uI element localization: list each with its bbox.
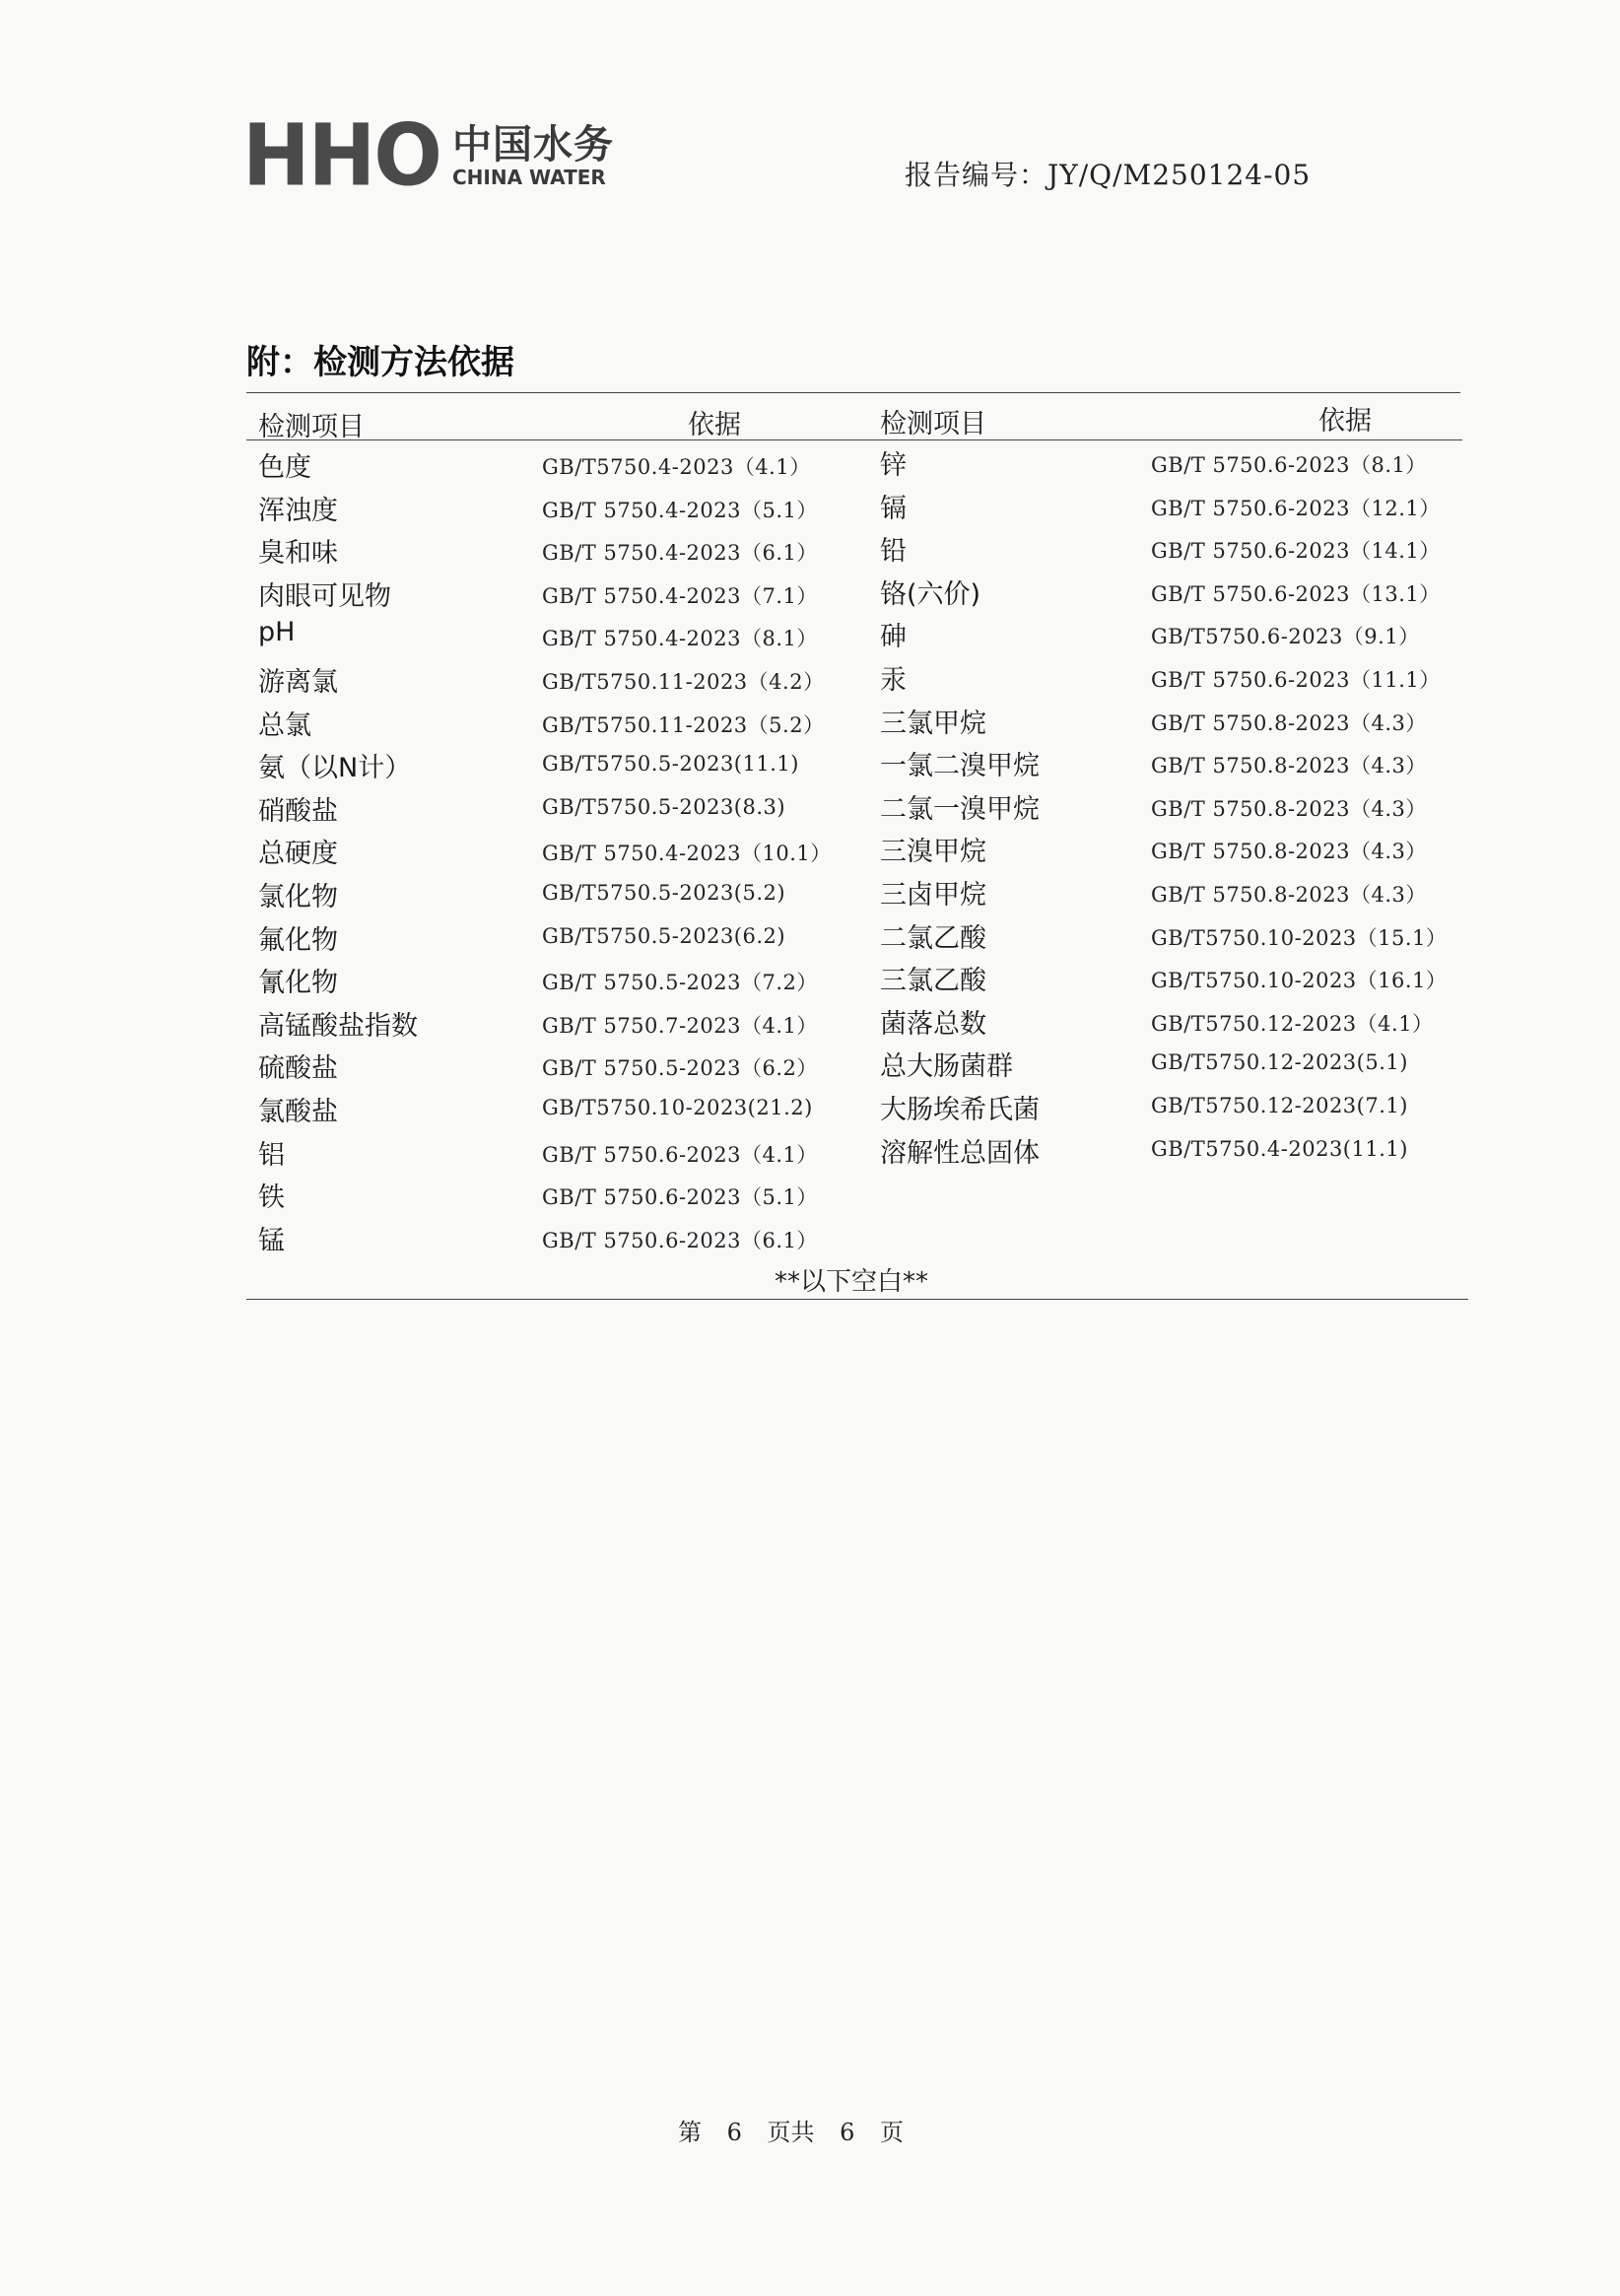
test-item: 氯酸盐 (258, 1096, 338, 1127)
test-item: 汞 (880, 664, 907, 696)
test-item: 氨（以N计） (258, 753, 412, 784)
logo-english-name: CHINA WATER (451, 166, 606, 189)
test-item: 大肠埃希氏菌 (880, 1094, 1040, 1125)
company-logo (242, 106, 614, 206)
test-item: 锌 (880, 450, 907, 481)
test-item: 二氯乙酸 (880, 922, 986, 954)
method-basis: GB/T5750.12-2023（4.1） (1151, 1011, 1434, 1036)
method-basis: GB/T 5750.6-2023（5.1） (542, 1185, 818, 1210)
test-item: 总氯 (258, 709, 311, 741)
test-item: 高锰酸盐指数 (258, 1010, 418, 1042)
logo-mark: HHO (242, 106, 440, 206)
column-header-item-right: 检测项目 (880, 409, 986, 439)
method-basis: GB/T 5750.4-2023（8.1） (542, 627, 818, 651)
method-basis: GB/T 5750.6-2023（14.1） (1151, 539, 1441, 564)
section-title: 附：检测方法依据 (246, 343, 514, 382)
method-basis: GB/T 5750.8-2023（4.3） (1151, 882, 1427, 907)
method-basis: GB/T 5750.6-2023（11.1） (1151, 667, 1441, 692)
test-item: 溶解性总固体 (880, 1137, 1040, 1169)
method-basis: GB/T5750.4-2023（4.1） (542, 455, 811, 479)
method-basis: GB/T5750.12-2023(7.1) (1151, 1093, 1408, 1117)
test-item: 三卤甲烷 (880, 879, 986, 911)
test-item: 肉眼可见物 (258, 580, 391, 612)
table-header-rule (246, 439, 1462, 440)
test-item: 铝 (258, 1139, 285, 1171)
method-basis: GB/T 5750.7-2023（4.1） (542, 1013, 818, 1038)
method-basis: GB/T5750.6-2023（9.1） (1151, 625, 1420, 649)
test-item: 三氯甲烷 (880, 708, 986, 739)
table-bottom-rule (246, 1299, 1468, 1300)
method-basis: GB/T5750.10-2023（15.1） (1151, 925, 1448, 950)
method-basis: GB/T 5750.6-2023（12.1） (1151, 496, 1441, 520)
method-basis: GB/T 5750.8-2023（4.3） (1151, 754, 1427, 778)
method-basis: GB/T 5750.4-2023（5.1） (542, 498, 818, 522)
method-basis: GB/T 5750.6-2023（4.1） (542, 1142, 818, 1167)
test-item: 硫酸盐 (258, 1053, 338, 1085)
method-basis: GB/T 5750.4-2023（10.1） (542, 842, 832, 866)
method-basis: GB/T 5750.4-2023（6.1） (542, 541, 818, 566)
method-basis: GB/T5750.11-2023（4.2） (542, 669, 825, 694)
method-basis: GB/T5750.11-2023（5.2） (542, 712, 825, 737)
test-item: pH (258, 617, 296, 648)
logo-chinese-name: 中国水务 (451, 122, 614, 168)
test-item: 三溴甲烷 (880, 837, 986, 868)
method-basis: GB/T5750.5-2023(5.2) (542, 880, 786, 905)
method-basis: GB/T 5750.8-2023（4.3） (1151, 710, 1427, 735)
method-basis: GB/T 5750.5-2023（6.2） (542, 1056, 818, 1081)
logo-text (452, 124, 614, 189)
test-item: 总硬度 (258, 839, 338, 870)
test-item: 菌落总数 (880, 1008, 986, 1040)
method-basis: GB/T5750.10-2023(21.2) (542, 1095, 813, 1119)
method-basis: GB/T5750.12-2023(5.1) (1151, 1050, 1408, 1075)
blank-below-note: **以下空白** (775, 1267, 929, 1297)
test-item: 氯化物 (258, 881, 338, 912)
test-item: 色度 (258, 452, 311, 483)
test-item: 锰 (258, 1225, 285, 1256)
column-header-item-left: 检测项目 (258, 412, 365, 442)
method-basis: GB/T 5750.6-2023（13.1） (1151, 581, 1441, 606)
method-basis: GB/T 5750.5-2023（7.2） (542, 971, 818, 995)
table-top-rule (246, 392, 1460, 393)
method-basis: GB/T 5750.8-2023（4.3） (1151, 796, 1427, 821)
test-item: 铬(六价) (880, 578, 981, 610)
test-item: 硝酸盐 (258, 795, 338, 827)
method-basis: GB/T 5750.8-2023（4.3） (1151, 840, 1427, 864)
test-item: 一氯二溴甲烷 (880, 751, 1040, 782)
test-item: 浑浊度 (258, 495, 338, 526)
method-basis: GB/T 5750.6-2023（6.1） (542, 1228, 818, 1252)
test-item: 砷 (880, 622, 907, 653)
method-basis: GB/T5750.5-2023(8.3) (542, 794, 786, 819)
test-item: 臭和味 (258, 538, 338, 570)
page-number: 第 6 页共 6 页 (678, 2119, 905, 2146)
method-basis: GB/T5750.5-2023(11.1) (542, 752, 799, 777)
method-basis: GB/T 5750.4-2023（7.1） (542, 583, 818, 608)
method-basis: GB/T5750.5-2023(6.2) (542, 923, 786, 948)
test-item: 三氯乙酸 (880, 966, 986, 997)
method-basis: GB/T5750.10-2023（16.1） (1151, 969, 1448, 993)
method-basis: GB/T 5750.6-2023（8.1） (1151, 453, 1427, 477)
test-item: 氰化物 (258, 968, 338, 999)
test-item: 镉 (880, 493, 907, 524)
test-item: 铅 (880, 536, 907, 568)
test-item: 总大肠菌群 (880, 1051, 1013, 1083)
test-item: 氟化物 (258, 924, 338, 956)
method-basis: GB/T5750.4-2023(11.1) (1151, 1136, 1408, 1161)
column-header-basis-left: 依据 (688, 410, 741, 440)
column-header-basis-right: 依据 (1318, 406, 1372, 437)
test-item: 游离氯 (258, 666, 338, 698)
report-number: 报告编号：JY/Q/M250124-05 (905, 159, 1312, 191)
test-item: 铁 (258, 1182, 285, 1214)
test-item: 二氯一溴甲烷 (880, 793, 1040, 825)
